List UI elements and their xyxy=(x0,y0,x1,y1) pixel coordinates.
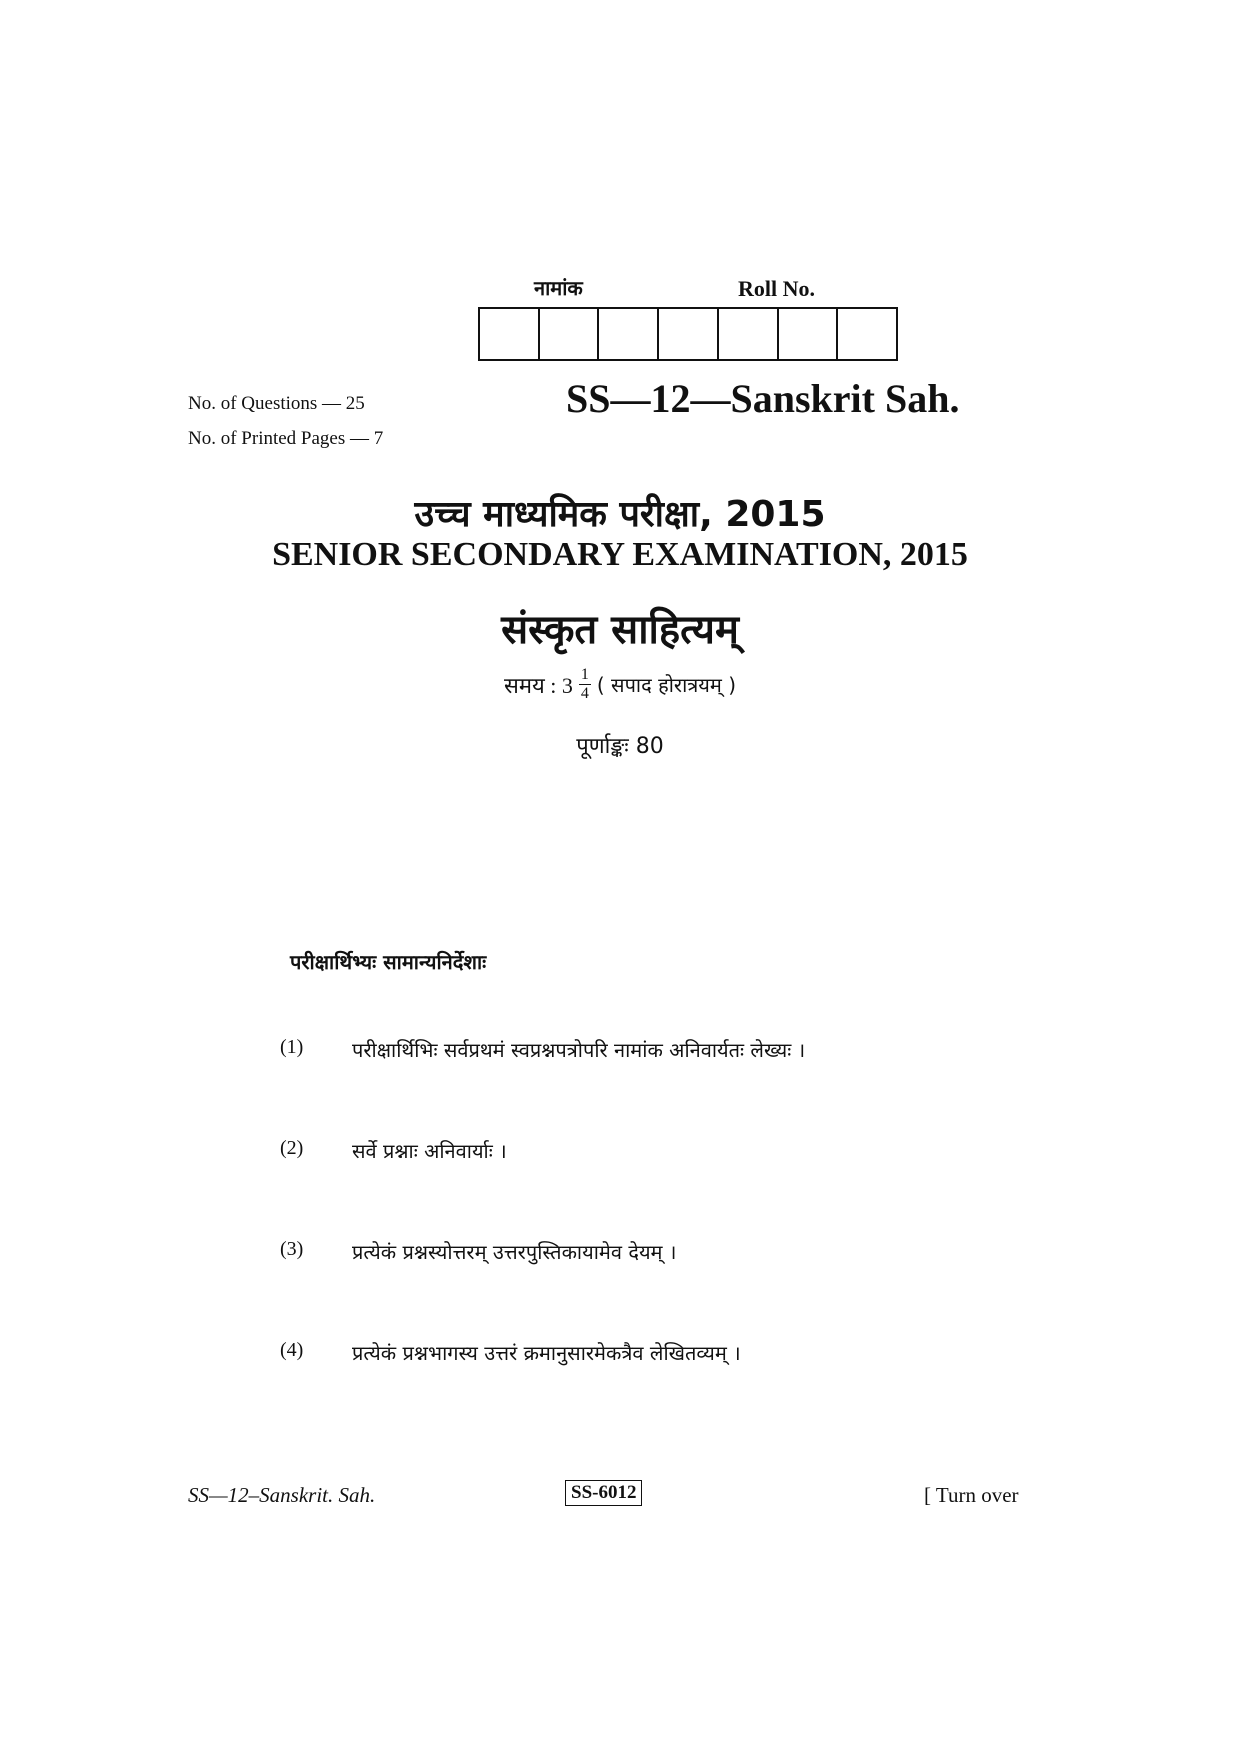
instruction-number: (1) xyxy=(280,1036,304,1058)
time-label: समय : 3 xyxy=(503,672,573,698)
number-of-questions: No. of Questions — 25 xyxy=(188,393,365,414)
instructions-heading: परीक्षार्थिभ्यः सामान्यनिर्देशाः xyxy=(290,950,487,974)
instruction-text: प्रत्येकं प्रश्नभागस्य उत्तरं क्रमानुसारमेकत्रैव लेखितव्यम् । xyxy=(352,1341,741,1365)
fraction-denominator: 4 xyxy=(580,685,589,702)
roll-label-english: Roll No. xyxy=(738,276,815,301)
instruction-text: प्रत्येकं प्रश्नस्योत्तरम् उत्तरपुस्तिकायामेव देयम् । xyxy=(352,1240,677,1264)
footer-paper-code: SS-6012 xyxy=(565,1480,642,1506)
fraction-numerator: 1 xyxy=(580,666,589,683)
roll-box xyxy=(480,309,540,359)
subject-title: संस्कृत साहित्यम् xyxy=(501,607,739,653)
roll-number-boxes xyxy=(478,307,898,361)
instruction-text: सर्वे प्रश्नाः अनिवार्याः । xyxy=(352,1139,507,1163)
roll-box xyxy=(719,309,779,359)
exam-title-hindi: उच्च माध्यमिक परीक्षा, 2015 xyxy=(414,494,826,535)
roll-box xyxy=(779,309,839,359)
instruction-number: (4) xyxy=(280,1339,304,1361)
footer-paper-name: SS—12–Sanskrit. Sah. xyxy=(188,1483,376,1507)
number-of-pages: No. of Printed Pages — 7 xyxy=(188,428,384,449)
instruction-item xyxy=(280,1036,805,1063)
time-line xyxy=(0,666,1240,703)
full-marks: पूर्णाङ्कः 80 xyxy=(576,734,664,759)
roll-label-hindi: नामांक xyxy=(534,276,583,300)
roll-box xyxy=(838,309,896,359)
paper-code: SS—12—Sanskrit Sah. xyxy=(566,376,960,421)
roll-box xyxy=(599,309,659,359)
instruction-item xyxy=(280,1238,676,1265)
instruction-number: (2) xyxy=(280,1137,304,1159)
exam-title-english: SENIOR SECONDARY EXAMINATION, 2015 xyxy=(272,536,968,573)
instruction-number: (3) xyxy=(280,1238,304,1260)
time-fraction xyxy=(579,666,591,703)
instruction-item xyxy=(280,1339,741,1366)
roll-box xyxy=(540,309,600,359)
turn-over-note: [ Turn over xyxy=(924,1483,1019,1507)
time-note: ( सपाद होरात्रयम् ) xyxy=(596,673,737,697)
roll-box xyxy=(659,309,719,359)
instruction-text: परीक्षार्थिभिः सर्वप्रथमं स्वप्रश्नपत्रोपरि नामांक अनिवार्यतः लेख्यः । xyxy=(352,1038,806,1062)
instruction-item xyxy=(280,1137,507,1164)
